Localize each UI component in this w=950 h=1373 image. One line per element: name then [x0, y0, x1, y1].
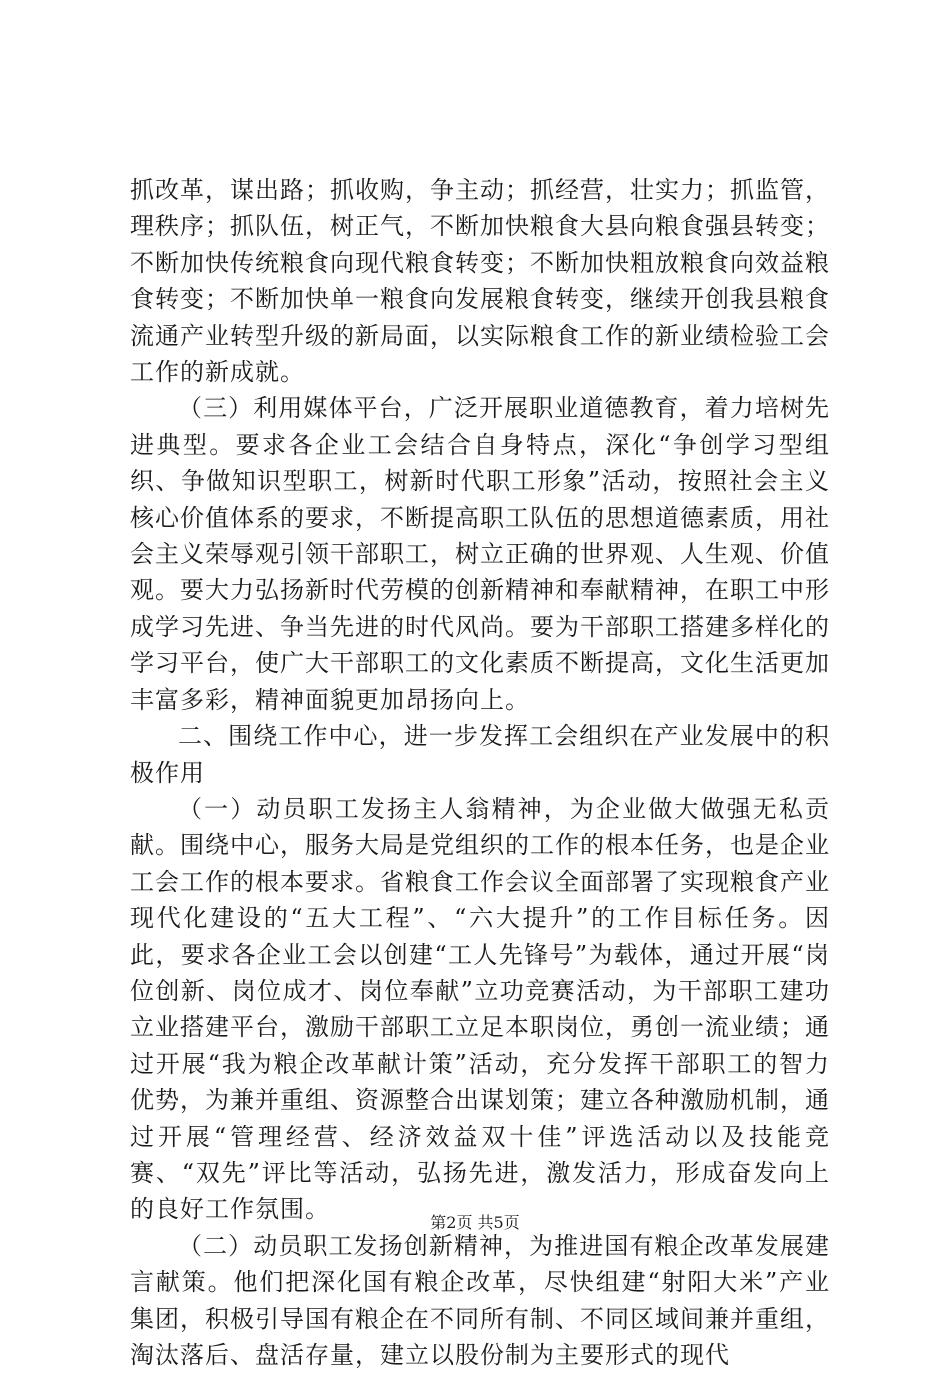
paragraph-continuation: 抓改革，谋出路；抓收购，争主动；抓经营，壮实力；抓监管，理秩序；抓队伍，树正气，不断加快粮食大县向粮食强县转变；不断加快传统粮食向现代粮食转变；不断加快粗放粮食向效益粮食转变；不断加快单一粮食向发展粮食转变，继续开创我县粮食流通产业转型升级的新局面，以实际粮食工作的新业绩检验工会工作的新成就。: [130, 176, 830, 387]
section-heading-two: 二、围绕工作中心，进一步发挥工会组织在产业发展中的积极作用: [130, 722, 830, 787]
document-body: [130, 172, 830, 1373]
paragraph-section-three: （三）利用媒体平台，广泛开展职业道德教育，着力培树先进典型。要求各企业工会结合自身特点，深化“争创学习型组织、争做知识型职工，树新时代职工形象”活动，按照社会主义核心价值体系的要求，不断提高职工队伍的思想道德素质，用社会主义荣辱观引领干部职工，树立正确的世界观、人生观、价值观。要大力弘扬新时代劳模的创新精神和奉献精神，在职工中形成学习先进、争当先进的时代风尚。要为干部职工搭建多样化的学习平台，使广大干部职工的文化素质不断提高，文化生活更加丰富多彩，精神面貌更加昂扬向上。: [130, 394, 830, 714]
page-number-footer: 第2页 共5页: [430, 1213, 520, 1232]
paragraph-subsection-one: （一）动员职工发扬主人翁精神，为企业做大做强无私贡献。围绕中心，服务大局是党组织的工作的根本任务，也是企业工会工作的根本要求。省粮食工作会议全面部署了实现粮食产业现代化建设的“五大工程”、“六大提升”的工作目标任务。因此，要求各企业工会以创建“工人先锋号”为载体，通过开展“岗位创新、岗位成才、岗位奉献”立功竞赛活动，为干部职工建功立业搭建平台，激励干部职工立足本职岗位，勇创一流业绩；通过开展“我为粮企改革献计策”活动，充分发挥干部职工的智力优势，为兼并重组、资源整合出谋划策；建立各种激励机制，通过开展“管理经营、经济效益双十佳”评选活动以及技能竞赛、“双先”评比等活动，弘扬先进，激发活力，形成奋发向上的良好工作氛围。: [130, 794, 830, 1224]
paragraph-subsection-two: （二）动员职工发扬创新精神，为推进国有粮企改革发展建言献策。他们把深化国有粮企改革，尽快组建“射阳大米”产业集团，积极引导国有粮企在不同所有制、不同区域间兼并重组，淘汰落后、盘活存量，建立以股份制为主要形式的现代: [130, 1231, 830, 1369]
